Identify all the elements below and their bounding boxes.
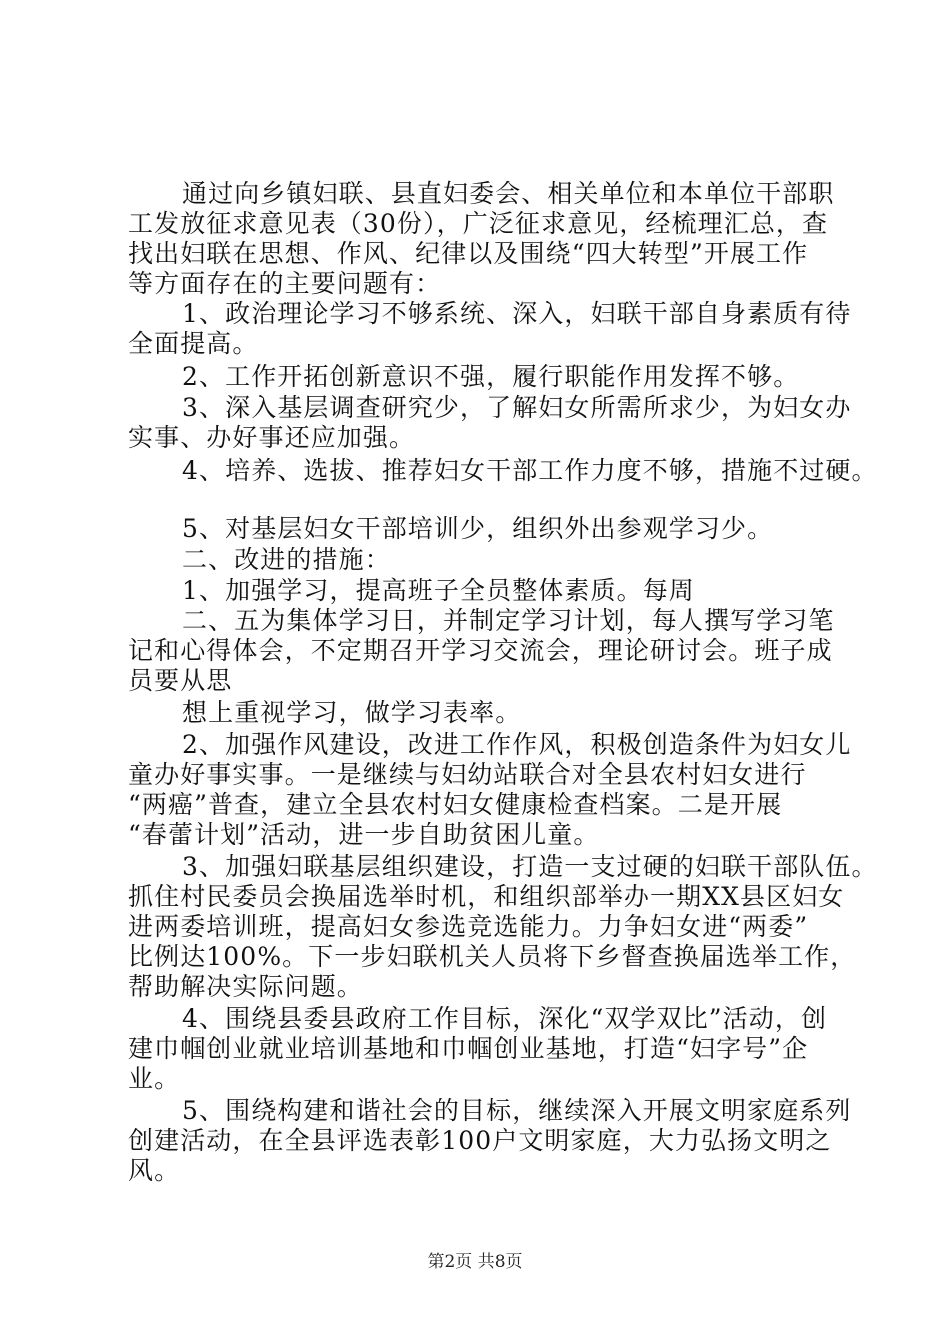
paragraph-line: 童办好事实事。一是继续与妇幼站联合对全县农村妇女进行: [128, 760, 807, 789]
paragraph-line: 2、加强作风建设，改进工作作风，积极创造条件为妇女儿: [182, 730, 852, 759]
paragraph-line: “两癌”普查，建立全县农村妇女健康检查档案。二是开展: [128, 790, 783, 819]
paragraph-line: 5、对基层妇女干部培训少，组织外出参观学习少。: [182, 514, 774, 543]
paragraph-line: 抓住村民委员会换届选举时机，和组织部举办一期XX县区妇女: [128, 882, 845, 911]
paragraph-line: 1、加强学习，提高班子全员整体素质。每周: [182, 576, 695, 605]
paragraph-line: 通过向乡镇妇联、县直妇委会、相关单位和本单位干部职: [182, 179, 835, 208]
paragraph-line: 找出妇联在思想、作风、纪律以及围绕“四大转型”开展工作: [128, 239, 809, 268]
paragraph-line: 2、工作开拓创新意识不强，履行职能作用发挥不够。: [182, 362, 800, 391]
paragraph-line: 5、围绕构建和谐社会的目标，继续深入开展文明家庭系列: [182, 1096, 852, 1125]
paragraph-line: 3、深入基层调查研究少，了解妇女所需所求少，为妇女办: [182, 393, 852, 422]
paragraph-line: 全面提高。: [128, 329, 259, 358]
paragraph-line: 二、五为集体学习日，并制定学习计划，每人撰写学习笔: [182, 606, 835, 635]
paragraph-line: 3、加强妇联基层组织建设，打造一支过硬的妇联干部队伍。: [182, 852, 878, 881]
paragraph-line: 比例达100%。下一步妇联机关人员将下乡督查换届选举工作，: [128, 942, 857, 971]
paragraph-line: 风。: [128, 1156, 181, 1185]
paragraph-line: 4、围绕县委县政府工作目标，深化“双学双比”活动，创: [182, 1004, 828, 1033]
paragraph-line: 员要从思: [128, 666, 233, 695]
paragraph-line: 帮助解决实际问题。: [128, 972, 363, 1001]
paragraph-line: 业。: [128, 1064, 181, 1093]
page-number-footer: 第2页 共8页: [427, 1252, 523, 1272]
paragraph-line: 进两委培训班，提高妇女参选竞选能力。力争妇女进“两委”: [128, 912, 809, 941]
paragraph-line: 工发放征求意见表（30份），广泛征求意见，经梳理汇总，查: [128, 209, 829, 238]
paragraph-line: 4、培养、选拔、推荐妇女干部工作力度不够，措施不过硬。: [182, 456, 878, 485]
paragraph-line: 实事、办好事还应加强。: [128, 423, 416, 452]
paragraph-line: 记和心得体会，不定期召开学习交流会，理论研讨会。班子成: [128, 636, 833, 665]
paragraph-line: 等方面存在的主要问题有：: [128, 269, 442, 298]
paragraph-line: 想上重视学习，做学习表率。: [182, 698, 522, 727]
paragraph-line: 建巾帼创业就业培训基地和巾帼创业基地，打造“妇字号”企: [128, 1034, 809, 1063]
paragraph-line: 二、改进的措施：: [182, 545, 391, 574]
paragraph-line: 1、政治理论学习不够系统、深入，妇联干部自身素质有待: [182, 299, 852, 328]
paragraph-line: “春蕾计划”活动，进一步自助贫困儿童。: [128, 820, 600, 849]
paragraph-line: 创建活动，在全县评选表彰100户文明家庭，大力弘扬文明之: [128, 1126, 832, 1155]
